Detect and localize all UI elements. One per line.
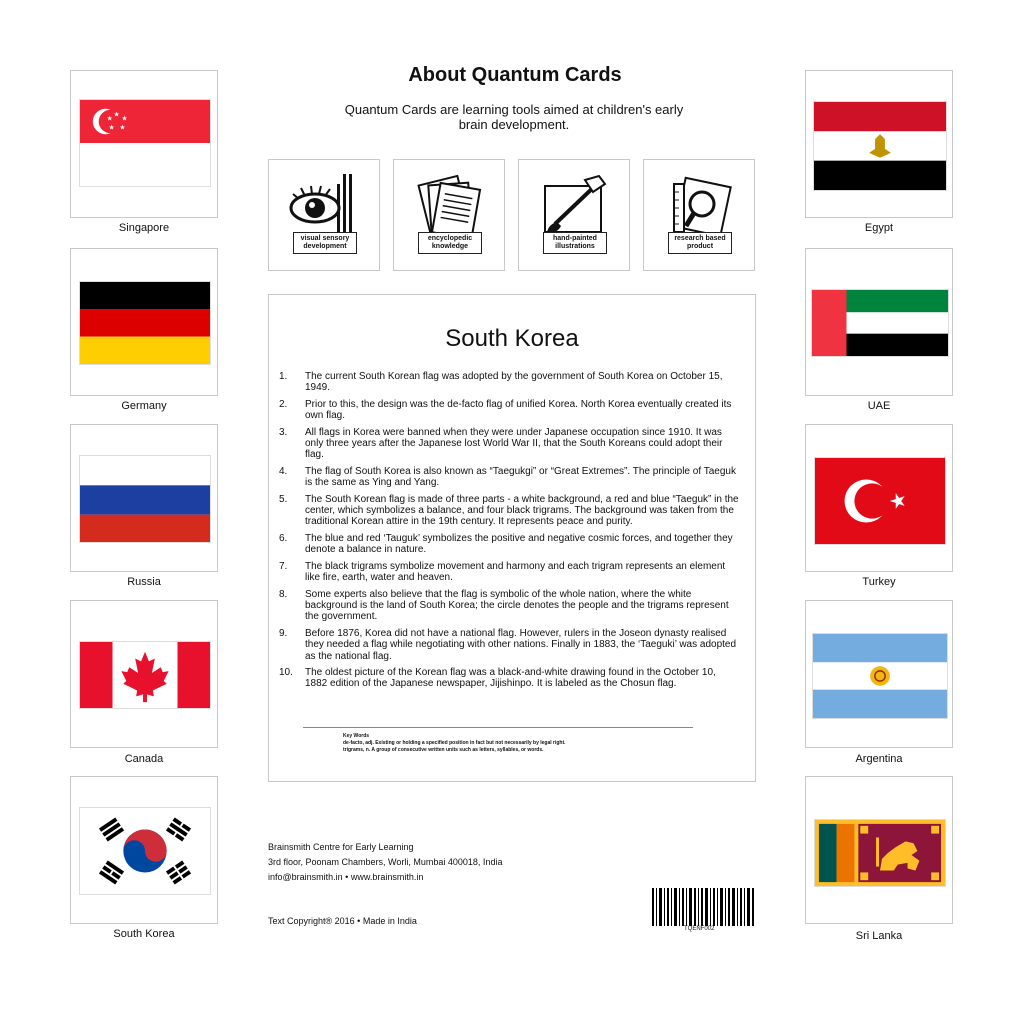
sri-lanka-flag bbox=[814, 819, 946, 887]
flag-caption-egypt: Egypt bbox=[864, 222, 894, 234]
germany-flag bbox=[79, 281, 211, 365]
barcode-number: TQENF002 bbox=[684, 926, 715, 932]
key-word-definition: de-facto, adj. Existing or holding a specified position in fact but not necessarily by legal right. bbox=[343, 740, 566, 746]
list-item: 4. The flag of South Korea is also known as “Taegukgi” or “Great Extremes”. The principle of Taeguk is the same as Ying and Yang. bbox=[279, 465, 736, 489]
flag-card-egypt bbox=[805, 70, 953, 218]
feature-label: visual sensory development bbox=[293, 232, 357, 254]
egypt-flag bbox=[813, 101, 947, 191]
key-words bbox=[343, 733, 703, 754]
flag-card-sri-lanka bbox=[805, 776, 953, 924]
list-item: 1. The current South Korean flag was adopted by the government of South Korea on October 15, 1949. bbox=[279, 371, 723, 394]
panel-title: South Korea bbox=[445, 325, 579, 352]
argentina-flag bbox=[812, 633, 948, 719]
list-item: 3. All flags in Korea were banned when they were under Japanese occupation since 1910. It was only three years after the Japanese lost World War II, that the South Koreans could adopt their flag. bbox=[279, 426, 723, 461]
list-item: 8. Some experts also believe that the flag is symbolic of the whole nation, where the white background is the land of South Korea; the circle denotes the people and the trigrams represent the government. bbox=[279, 588, 729, 623]
feature-research-based bbox=[643, 159, 755, 271]
flag-caption-canada: Canada bbox=[124, 753, 164, 765]
russia-flag bbox=[79, 455, 211, 543]
list-item: 6. The blue and red ‘Tauguk’ symbolizes the positive and negative cosmic forces, and together they denote a balance in nature. bbox=[279, 532, 733, 556]
feature-hand-painted bbox=[518, 159, 630, 271]
list-item: 5. The South Korean flag is made of three parts - a white background, a red and blue “Taeguk” in the center, which symbolizes a balance, and four black trigrams. The background was taken from the traditional Korean attire in the 19th century. It represents peace and purity. bbox=[279, 493, 739, 528]
uae-flag bbox=[811, 289, 949, 357]
list-item: 2. Prior to this, the design was the de-facto flag of unified Korea. North Korea eventually created its own flag. bbox=[279, 398, 732, 422]
flag-caption-russia: Russia bbox=[127, 576, 161, 588]
facts-list bbox=[279, 371, 739, 695]
flag-card-uae bbox=[805, 248, 953, 396]
flag-caption-south-korea: South Korea bbox=[113, 928, 175, 940]
flag-card-south-korea bbox=[70, 776, 218, 924]
flag-caption-singapore: Singapore bbox=[118, 222, 170, 234]
feature-label: encyclopedic knowledge bbox=[418, 232, 482, 254]
page-title: About Quantum Cards bbox=[408, 64, 622, 86]
svg-text:★: ★ bbox=[121, 114, 128, 123]
flag-caption-turkey: Turkey bbox=[862, 576, 896, 588]
feature-label: research based product bbox=[668, 232, 732, 254]
publisher-name: Brainsmith Centre for Early Learning bbox=[268, 842, 414, 852]
list-item: 10. The oldest picture of the Korean flag was a black-and-white drawing found in the October 10, 1882 edition of the Japanese newspaper, Jijishinpo. It is labeled as the Chosun flag. bbox=[279, 666, 716, 690]
list-item: 7. The black trigrams symbolize movement and harmony and each trigram represents an element like fire, earth, water and heaven. bbox=[279, 560, 726, 584]
feature-label: hand-painted illustrations bbox=[543, 232, 607, 254]
canada-flag bbox=[79, 641, 211, 709]
flag-caption-argentina: Argentina bbox=[855, 753, 903, 765]
flag-caption-uae: UAE bbox=[867, 400, 891, 412]
key-words-divider bbox=[303, 727, 693, 728]
flag-card-argentina bbox=[805, 600, 953, 748]
info-panel bbox=[268, 294, 756, 782]
svg-text:★: ★ bbox=[106, 114, 113, 123]
flag-card-russia bbox=[70, 424, 218, 572]
publisher-address: 3rd floor, Poonam Chambers, Worli, Mumbai 400018, India bbox=[268, 857, 503, 867]
singapore-flag bbox=[79, 99, 211, 187]
svg-text:★: ★ bbox=[108, 123, 115, 132]
feature-encyclopedic bbox=[393, 159, 505, 271]
page-subtitle: Quantum Cards are learning tools aimed at children's early brain development. bbox=[344, 102, 684, 132]
publisher-contact: info@brainsmith.in • www.brainsmith.in bbox=[268, 872, 424, 882]
list-item: 9. Before 1876, Korea did not have a national flag. However, rulers in the Joseon dynasty realised they needed a flag while negotiating with other nations. Finally in 1883, the ‘Taeguki’ was adopted as the national flag. bbox=[279, 627, 737, 662]
south-korea-flag bbox=[79, 807, 211, 895]
turkey-flag bbox=[814, 457, 946, 545]
flag-card-turkey bbox=[805, 424, 953, 572]
barcode bbox=[652, 888, 756, 926]
key-words-title: Key Words bbox=[343, 733, 370, 739]
flag-card-singapore bbox=[70, 70, 218, 218]
copyright-text: Text Copyright® 2016 • Made in India bbox=[268, 916, 417, 926]
svg-text:★: ★ bbox=[119, 123, 126, 132]
flag-caption-germany: Germany bbox=[121, 400, 167, 412]
flag-card-canada bbox=[70, 600, 218, 748]
feature-visual-sensory bbox=[268, 159, 380, 271]
svg-text:★: ★ bbox=[113, 110, 120, 119]
flag-caption-sri-lanka: Sri Lanka bbox=[855, 930, 903, 942]
key-word-definition: trigrams, n. A group of consecutive written units such as letters, syllables, or words. bbox=[343, 747, 544, 753]
flag-card-germany bbox=[70, 248, 218, 396]
publisher-info bbox=[268, 840, 502, 885]
